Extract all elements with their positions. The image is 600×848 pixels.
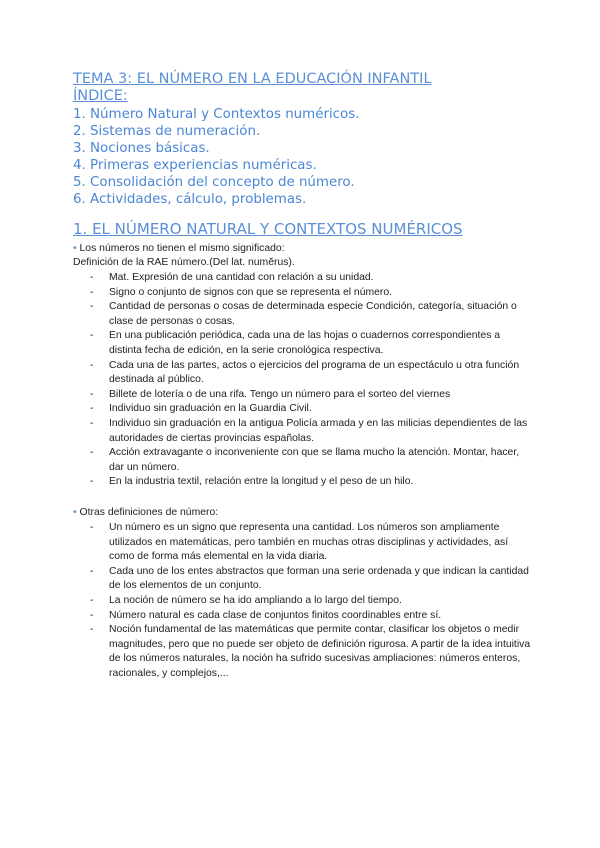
list-item: - Mat. Expresión de una cantidad con relación a su unidad.	[90, 271, 535, 286]
index-item-5: 5. Consolidación del concepto de número.	[73, 175, 355, 190]
document-title: TEMA 3: EL NÚMERO EN LA EDUCACIÓN INFANTIL	[73, 71, 432, 87]
list-item: - Número natural es cada clase de conjuntos finitos coordinables entre sí.	[90, 609, 535, 624]
list-item: - Individuo sin graduación en la Guardia Civil.	[90, 402, 535, 417]
section-1-heading: 1. EL NÚMERO NATURAL Y CONTEXTOS NUMÉRICOS	[73, 220, 463, 238]
index-heading: ÍNDICE:	[73, 88, 128, 104]
list-item: - Cada una de las partes, actos o ejercicios del programa de un espectáculo u otra función destinada al público.	[90, 359, 535, 388]
bullet-paragraph-1	[73, 242, 285, 257]
list-item: - Noción fundamental de las matemáticas que permite contar, clasificar los objetos o medir magnitudes, pero que no puede ser objeto de definición rigurosa. A partir de la idea intuitiva de los números naturales, la noción ha sufrido sucesivas ampliaciones: números enteros, racionales, y complejos,...	[90, 623, 535, 681]
bullet-1-text: Los números no tienen el mismo significado:	[79, 243, 285, 254]
bullet-dot-icon: •	[73, 507, 77, 518]
list-item: - Cantidad de personas o cosas de determinada especie Condición, categoría, situación o clase de personas o cosas.	[90, 300, 535, 329]
list-item: - Un número es un signo que representa una cantidad. Los números son ampliamente utilizados en matemáticas, pero también en muchas otras disciplinas y actividades, así como de forma más elemental en la vida diaria.	[90, 521, 535, 565]
list-item: - Signo o conjunto de signos con que se representa el número.	[90, 286, 535, 301]
bullet-paragraph-2	[73, 506, 218, 521]
bullet-2-text: Otras definiciones de número:	[79, 507, 219, 518]
rae-definitions-list	[90, 271, 535, 490]
index-item-6: 6. Actividades, cálculo, problemas.	[73, 192, 307, 207]
other-definitions-list	[90, 521, 535, 682]
list-item: - Individuo sin graduación en la antigua Policía armada y en las milicias dependientes de las autoridades de ciertas provincias españolas.	[90, 417, 535, 446]
index-item-1: 1. Número Natural y Contextos numéricos.	[73, 107, 360, 122]
list-item: - En una publicación periódica, cada una de las hojas o cuadernos correspondientes a distinta fecha de edición, en la serie cronológica respectiva.	[90, 329, 535, 358]
index-item-3: 3. Nociones básicas.	[73, 141, 210, 156]
list-item: - La noción de número se ha ido ampliando a lo largo del tiempo.	[90, 594, 535, 609]
definition-intro: Definición de la RAE número.(Del lat. numĕrus).	[73, 257, 295, 268]
index-item-4: 4. Primeras experiencias numéricas.	[73, 158, 317, 173]
list-item: - Billete de lotería o de una rifa. Tengo un número para el sorteo del viernes	[90, 388, 535, 403]
list-item: - Acción extravagante o inconveniente con que se llama mucho la atención. Montar, hacer, dar un número.	[90, 446, 535, 475]
bullet-dot-icon: •	[73, 243, 77, 254]
index-item-2: 2. Sistemas de numeración.	[73, 124, 261, 139]
list-item: - Cada uno de los entes abstractos que forman una serie ordenada y que indican la cantidad de los elementos de un conjunto.	[90, 565, 535, 594]
list-item: - En la industria textil, relación entre la longitud y el peso de un hilo.	[90, 475, 535, 490]
